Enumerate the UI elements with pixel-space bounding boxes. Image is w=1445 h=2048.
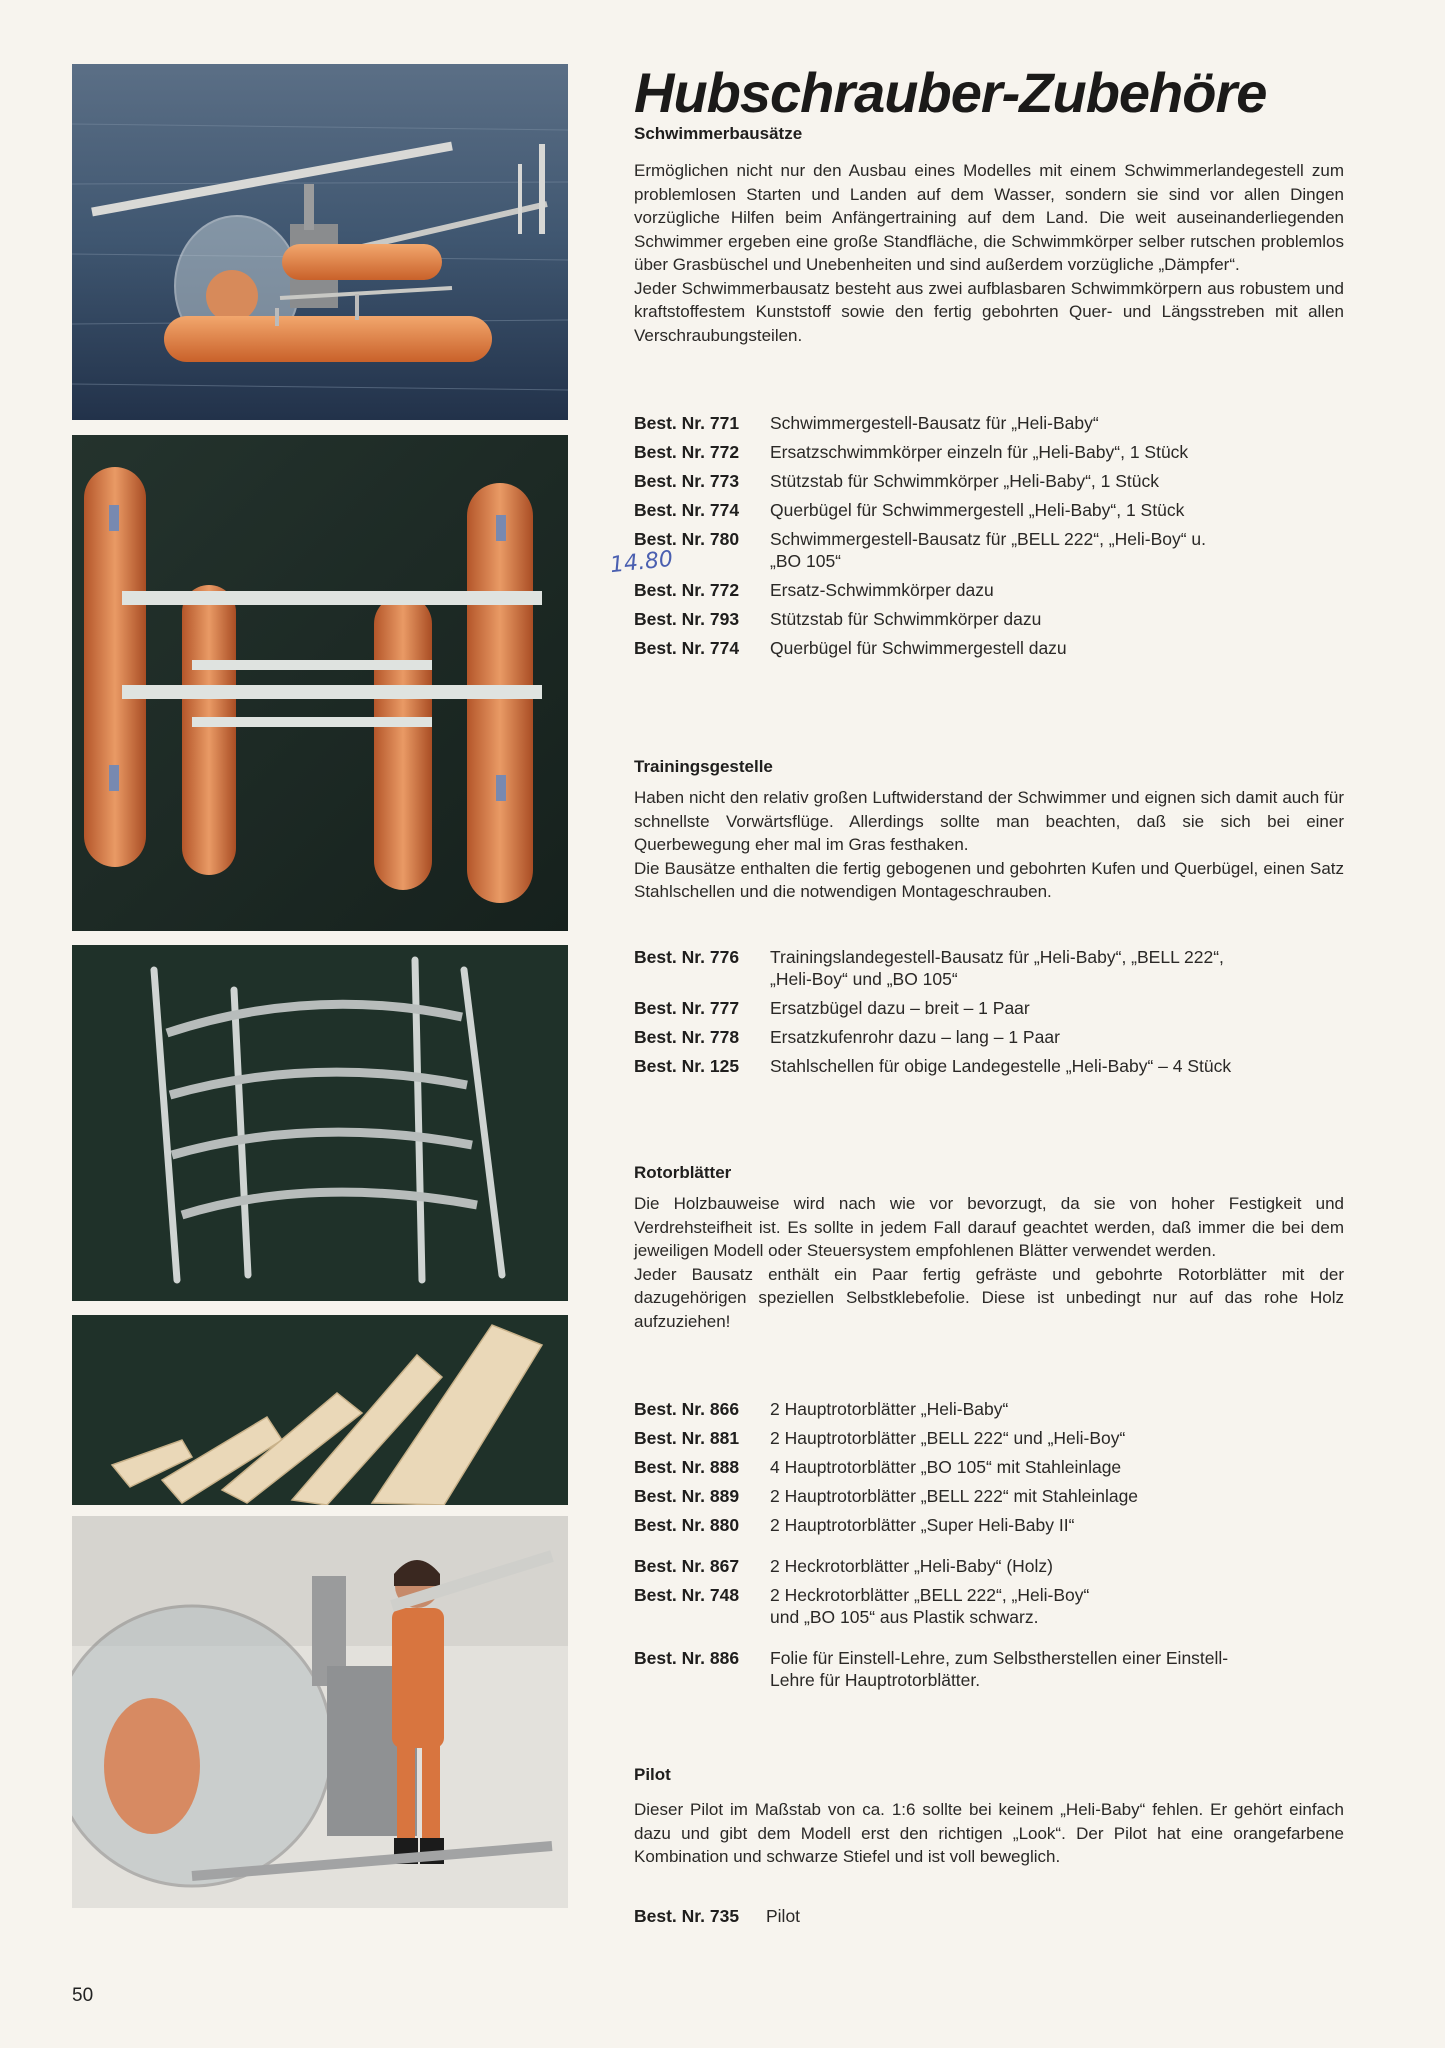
order-description: Ersatzschwimmkörper einzeln für „Heli-Baby“, 1 Stück: [770, 442, 1189, 462]
order-number: Best. Nr. 774: [634, 638, 740, 658]
order-number: Best. Nr. 773: [634, 471, 740, 491]
photo-float-set: [72, 435, 568, 931]
order-list-training: [634, 946, 1354, 1084]
order-row: [634, 470, 1354, 492]
order-number: Best. Nr. 772: [634, 442, 740, 462]
order-description-line: „Heli-Boy“ und „BO 105“: [770, 969, 958, 989]
order-number: Best. Nr. 888: [634, 1457, 740, 1477]
paragraph: Dieser Pilot im Maßstab von ca. 1:6 sollte bei keinem „Heli-Baby“ fehlen. Er gehört einfach dazu und gibt dem Modell erst den richtigen „Look“. Der Pilot hat eine orangefarbene Kombination und schwarze Stiefel und ist voll beweglich.: [634, 1800, 1344, 1866]
order-number: Best. Nr. 793: [634, 609, 740, 629]
page-number: 50: [72, 1985, 94, 2006]
order-row: [634, 1427, 1354, 1449]
page-title: Hubschrauber-Zubehöre: [634, 61, 1267, 124]
heading-training: Trainingsgestelle: [634, 757, 773, 776]
order-description: Ersatzbügel dazu – breit – 1 Paar: [770, 998, 1030, 1018]
order-row: [634, 441, 1354, 463]
order-row: [634, 1905, 1354, 1927]
order-description: 2 Heckrotorblätter „Heli-Baby“ (Holz): [770, 1556, 1053, 1576]
order-list-pilot: [634, 1905, 1354, 1934]
order-description-line: Trainingslandegestell-Bausatz für „Heli-Baby“, „BELL 222“,: [770, 947, 1224, 967]
order-number: Best. Nr. 778: [634, 1027, 740, 1047]
order-row: [634, 579, 1354, 601]
order-description-line: „BO 105“: [770, 551, 841, 571]
order-description-line: und „BO 105“ aus Plastik schwarz.: [770, 1607, 1039, 1627]
heading-rotor: Rotorblätter: [634, 1163, 732, 1182]
order-description: [770, 1647, 1354, 1691]
order-row: [634, 1055, 1354, 1077]
order-row: [634, 946, 1354, 990]
order-description: Stahlschellen für obige Landegestelle „Heli-Baby“ – 4 Stück: [770, 1056, 1232, 1076]
order-description: Stützstab für Schwimmkörper „Heli-Baby“, 1 Stück: [770, 471, 1160, 491]
order-description: Ersatzkufenrohr dazu – lang – 1 Paar: [770, 1027, 1060, 1047]
order-number: Best. Nr. 880: [634, 1515, 740, 1535]
order-number: Best. Nr. 886: [634, 1648, 740, 1668]
text-pilot: [634, 1798, 1344, 1869]
order-row: [634, 528, 1354, 572]
order-row: [634, 1026, 1354, 1048]
order-number: Best. Nr. 735: [634, 1906, 740, 1926]
paragraph: Jeder Schwimmerbausatz besteht aus zwei aufblasbaren Schwimmkörpern aus robustem und kraftstoffestem Kunststoff sowie den fertig gebohrten Quer- und Längsstreben mit allen Verschraubungsteilen.: [634, 278, 1344, 345]
paragraph: Haben nicht den relativ großen Luftwiderstand der Schwimmer und eignen sich damit auch für schnellste Vorwärtsflüge. Allerdings sollte man beachten, daß sie sich bei einer Querbewegung eher mal im Gras festhaken.: [634, 788, 1344, 854]
text-training: [634, 786, 1344, 904]
order-number: Best. Nr. 780: [634, 529, 740, 549]
order-row: [634, 1398, 1354, 1420]
order-description-line: Folie für Einstell-Lehre, zum Selbstherstellen einer Einstell-: [770, 1648, 1229, 1668]
order-description: Querbügel für Schwimmergestell dazu: [770, 638, 1067, 658]
text-floats: [634, 159, 1344, 347]
spacer: [634, 1635, 1354, 1647]
order-description: [770, 1584, 1354, 1628]
order-number: Best. Nr. 881: [634, 1428, 740, 1448]
order-number: Best. Nr. 772: [634, 580, 740, 600]
order-number: Best. Nr. 777: [634, 998, 740, 1018]
order-number: Best. Nr. 776: [634, 947, 740, 967]
paragraph: Ermöglichen nicht nur den Ausbau eines Modelles mit einem Schwimmerlandegestell zum problemlosen Starten und Landen auf dem Wasser, sondern sie sind vor allen Dingen vorzügliche Hilfen beim Anfängertraining auf dem Land. Die weit auseinanderliegenden Schwimmer ergeben eine große Standfläche, die Schwimmkörper selber rutschen problemlos über Grasbüschel und Unebenheiten und sind außerdem vorzügliche „Dämpfer“.: [634, 161, 1344, 274]
photo-rotor-blades: [72, 1315, 568, 1505]
order-description: Schwimmergestell-Bausatz für „Heli-Baby“: [770, 413, 1099, 433]
heading-floats: Schwimmerbausätze: [634, 124, 803, 143]
order-description: Ersatz-Schwimmkörper dazu: [770, 580, 994, 600]
paragraph: Jeder Bausatz enthält ein Paar fertig gefräste und gebohrte Rotorblätter mit der dazugehörigen speziellen Selbstklebefolie. Diese ist unbedingt nur auf das rohe Holz aufzuziehen!: [634, 1264, 1344, 1331]
order-description-line: Lehre für Hauptrotorblätter.: [770, 1670, 981, 1690]
photo-pilot: [72, 1516, 568, 1908]
order-row: [634, 1456, 1354, 1478]
photo-helicopter-on-water: [72, 64, 568, 420]
order-row: [634, 1514, 1354, 1536]
order-number: Best. Nr. 867: [634, 1556, 740, 1576]
order-description-line: Schwimmergestell-Bausatz für „BELL 222“, „Heli-Boy“ u.: [770, 529, 1207, 549]
order-description: 4 Hauptrotorblätter „BO 105“ mit Stahleinlage: [770, 1457, 1122, 1477]
order-row: [634, 1555, 1354, 1577]
order-row: [634, 412, 1354, 434]
heading-pilot: Pilot: [634, 1765, 671, 1784]
order-description: Querbügel für Schwimmergestell „Heli-Baby“, 1 Stück: [770, 500, 1185, 520]
order-description: 2 Hauptrotorblätter „Super Heli-Baby II“: [770, 1515, 1075, 1535]
paragraph: Die Holzbauweise wird nach wie vor bevorzugt, da sie von hoher Festigkeit und Verdrehsteifheit ist. Es sollte in jedem Fall darauf geachtet werden, daß immer die bei dem jeweiligen Modell oder Steuersystem empfohlenen Blätter verwendet werden.: [634, 1194, 1344, 1260]
order-description: 2 Hauptrotorblätter „Heli-Baby“: [770, 1399, 1009, 1419]
order-number: Best. Nr. 771: [634, 413, 740, 433]
order-number: Best. Nr. 125: [634, 1056, 740, 1076]
order-row: [634, 1647, 1354, 1691]
order-description: 2 Hauptrotorblätter „BELL 222“ und „Heli-Boy“: [770, 1428, 1126, 1448]
spacer: [634, 1543, 1354, 1555]
order-number: Best. Nr. 774: [634, 500, 740, 520]
photo-training-skids: [72, 945, 568, 1301]
order-description: 2 Hauptrotorblätter „BELL 222“ mit Stahleinlage: [770, 1486, 1139, 1506]
order-number: Best. Nr. 889: [634, 1486, 740, 1506]
order-description: Stützstab für Schwimmkörper dazu: [770, 609, 1042, 629]
order-list-floats: [634, 412, 1354, 666]
order-number: Best. Nr. 748: [634, 1585, 740, 1605]
text-rotor: [634, 1192, 1344, 1333]
handwritten-note: 14.80: [608, 546, 675, 579]
paragraph: Die Bausätze enthalten die fertig gebogenen und gebohrten Kufen und Querbügel, einen Satz Stahlschellen und die notwendigen Montageschrauben.: [634, 858, 1344, 901]
order-list-rotor: [634, 1398, 1354, 1698]
order-row: [634, 997, 1354, 1019]
order-description: [770, 528, 1354, 572]
order-row: [634, 608, 1354, 630]
order-description-line: 2 Heckrotorblätter „BELL 222“, „Heli-Boy“: [770, 1585, 1090, 1605]
order-row: [634, 637, 1354, 659]
order-description: Pilot: [766, 1906, 801, 1926]
order-row: [634, 499, 1354, 521]
order-row: [634, 1584, 1354, 1628]
order-row: [634, 1485, 1354, 1507]
order-description: [770, 946, 1354, 990]
order-number: Best. Nr. 866: [634, 1399, 740, 1419]
